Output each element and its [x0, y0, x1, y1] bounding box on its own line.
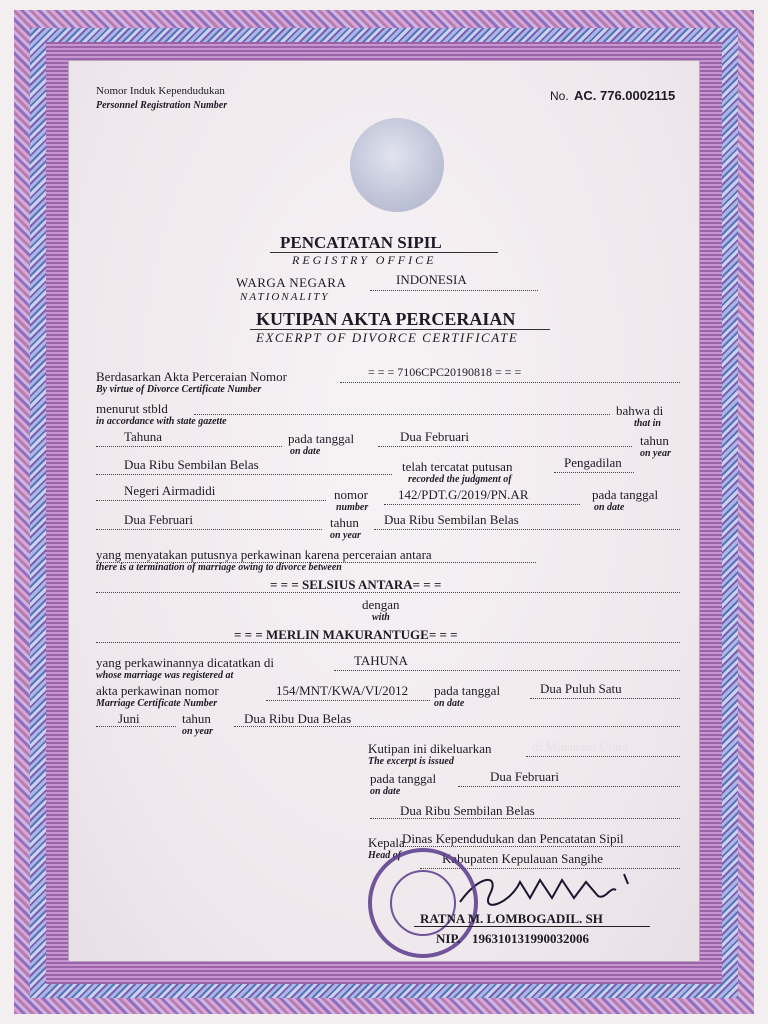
- on-year-label-3: tahun: [182, 711, 211, 726]
- judgment-number-value: 142/PDT.G/2019/PN.AR: [398, 487, 529, 502]
- dots-l3a: [96, 446, 282, 447]
- cert-no-label: No.: [550, 89, 569, 103]
- on-year-label-1-en: on year: [640, 448, 671, 459]
- dots-party2: [96, 642, 680, 643]
- registered-at-label-en: whose marriage was registered at: [96, 670, 234, 681]
- recorded-judgment-label-en: recorded the judgment of: [408, 474, 512, 485]
- on-date-label-2: pada tanggal: [592, 487, 659, 502]
- that-in-label-en: that in: [634, 418, 661, 429]
- office-line-1: Dinas Kependudukan dan Pencatatan Sipil: [402, 831, 624, 846]
- dots-issue-year: [370, 818, 680, 819]
- head-label: Kepala: [368, 835, 405, 850]
- on-date-label-3-en: on date: [434, 698, 465, 709]
- nationality-label: WARGA NEGARA: [236, 275, 347, 290]
- dots-office1: [402, 846, 680, 847]
- dots-l1: [340, 382, 680, 383]
- date-value-1: Dua Februari: [400, 429, 469, 444]
- dots-l4a: [96, 474, 392, 475]
- divorce-cert-number-label: Berdasarkan Akta Perceraian Nomor: [96, 369, 287, 384]
- document-title: KUTIPAN AKTA PERCERAIAN: [256, 309, 516, 329]
- dots-l7: [96, 562, 536, 563]
- on-date-label-3: pada tanggal: [434, 683, 501, 698]
- office-line-2: Kabupaten Kepulauan Sangihe: [442, 851, 604, 866]
- registered-at-label: yang perkawinannya dicatatkan di: [96, 655, 274, 670]
- dots-l11b: [530, 698, 680, 699]
- dots-l6a: [96, 529, 322, 530]
- official-stamp: [368, 848, 478, 958]
- issue-date-label: pada tanggal: [370, 771, 437, 786]
- divorce-cert-number-label-en: By virtue of Divorce Certificate Number: [96, 384, 262, 395]
- issued-at-label: Kutipan ini dikeluarkan: [368, 741, 492, 756]
- court-value-1: Pengadilan: [564, 455, 622, 470]
- issue-date-value: Dua Februari: [490, 769, 559, 784]
- party-two-name: = = = MERLIN MAKURANTUGE= = =: [234, 627, 458, 642]
- cert-no-value: AC. 776.0002115: [574, 88, 676, 103]
- nationality-value: INDONESIA: [396, 272, 467, 287]
- dots-l5a: [96, 500, 326, 501]
- dots-l11a: [266, 700, 430, 701]
- dots-l5b: [384, 504, 580, 505]
- registry-title-en: REGISTRY OFFICE: [292, 253, 437, 267]
- nationality-dots: [370, 290, 538, 291]
- marriage-year-value: Dua Ribu Dua Belas: [244, 711, 352, 726]
- nationality-label-en: NATIONALITY: [240, 291, 330, 303]
- reg-number-label: Nomor Induk Kependudukan: [96, 85, 225, 97]
- marriage-cert-number-label: akta perkawinan nomor: [96, 683, 219, 698]
- divorce-cert-number-value: = = = 7106CPC20190818 = = =: [368, 365, 522, 379]
- marriage-cert-number-value: 154/MNT/KWA/VI/2012: [276, 683, 409, 698]
- issue-year-value: Dua Ribu Sembilan Belas: [400, 803, 535, 818]
- issued-at-value: di Minahasa Utara: [532, 739, 629, 754]
- state-gazette-label: menurut stbld: [96, 401, 168, 416]
- marriage-month-value: Juni: [118, 711, 140, 726]
- nip-value: 196310131990032006: [472, 931, 589, 946]
- year-value-2: Dua Ribu Sembilan Belas: [384, 512, 519, 527]
- state-gazette-label-en: in accordance with state gazette: [96, 416, 227, 427]
- head-label-en: Head of: [368, 850, 402, 861]
- marriage-date-value: Dua Puluh Satu: [540, 681, 622, 696]
- on-year-label-2: tahun: [330, 515, 359, 530]
- garuda-emblem-seal: [350, 118, 444, 212]
- document-title-en: EXCERPT OF DIVORCE CERTIFICATE: [256, 330, 519, 345]
- dots-l4b: [554, 472, 634, 473]
- signer-name: RATNA M. LOMBOGADIL. SH: [420, 911, 603, 926]
- termination-label-en: there is a termination of marriage owing to divorce between: [96, 562, 342, 573]
- that-in-label: bahwa di: [616, 403, 664, 418]
- dots-l6b: [374, 529, 680, 530]
- recorded-judgment-label: telah tercatat putusan: [402, 459, 513, 474]
- dots-l10: [334, 670, 680, 671]
- on-year-label-1: tahun: [640, 433, 669, 448]
- dots-party1: [96, 592, 680, 593]
- dots-l12a: [96, 726, 176, 727]
- on-year-label-2-en: on year: [330, 530, 361, 541]
- on-date-label-2-en: on date: [594, 502, 625, 513]
- dots-issued: [526, 756, 680, 757]
- court-value-2: Negeri Airmadidi: [124, 483, 216, 498]
- date-value-2: Dua Februari: [124, 512, 193, 527]
- dots-issue-date: [458, 786, 680, 787]
- issue-date-label-en: on date: [370, 786, 401, 797]
- on-date-label-1-en: on date: [290, 446, 321, 457]
- termination-label: yang menyatakan putusnya perkawinan karena perceraian antara: [96, 547, 432, 562]
- on-year-label-3-en: on year: [182, 726, 213, 737]
- place-value: Tahuna: [124, 429, 163, 444]
- nip-label: NIP.: [436, 931, 461, 946]
- reg-number-label-en: Personnel Registration Number: [96, 100, 228, 111]
- with-label: dengan: [362, 597, 400, 612]
- marriage-cert-number-label-en: Marriage Certificate Number: [96, 698, 218, 709]
- party-one-name: = = = SELSIUS ANTARA= = =: [270, 577, 442, 592]
- dots-l3b: [378, 446, 632, 447]
- number-label-en: number: [336, 502, 369, 513]
- dots-l12b: [234, 726, 680, 727]
- registered-at-value: TAHUNA: [354, 653, 408, 668]
- on-date-label-1: pada tanggal: [288, 431, 355, 446]
- year-value-1: Dua Ribu Sembilan Belas: [124, 457, 259, 472]
- with-label-en: with: [372, 612, 390, 623]
- registry-title: PENCATATAN SIPIL: [280, 233, 442, 252]
- issued-at-label-en: The excerpt is issued: [368, 756, 454, 767]
- dots-l2: [194, 414, 610, 415]
- number-label: nomor: [334, 487, 368, 502]
- signer-underline: [414, 926, 650, 927]
